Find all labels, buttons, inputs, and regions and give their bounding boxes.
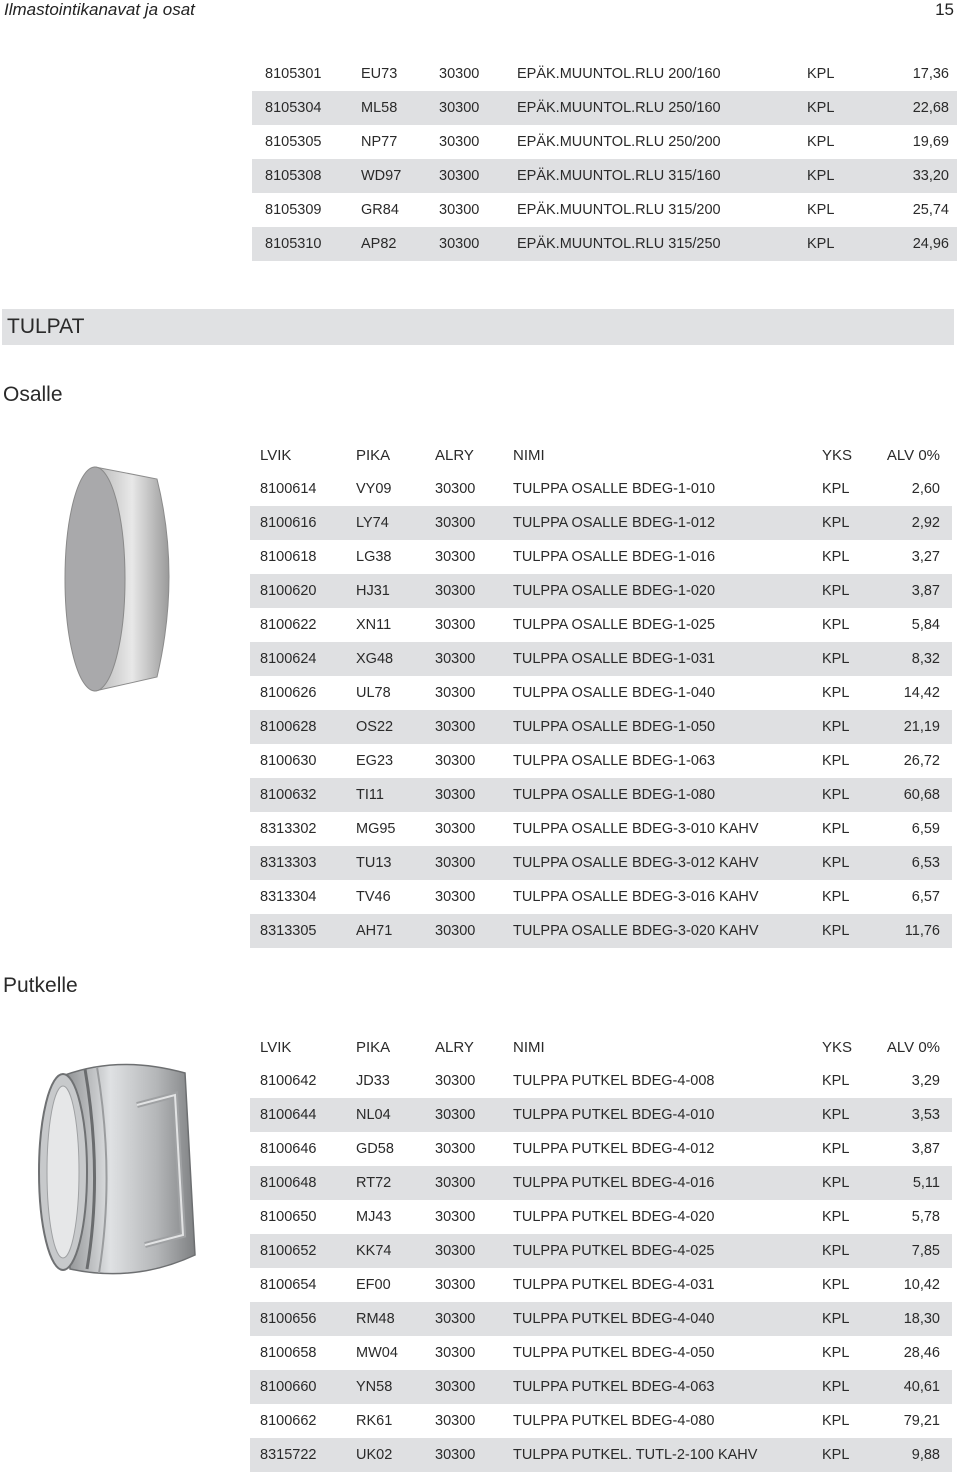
nimi-cell: TULPPA PUTKEL BDEG-4-050 (513, 1345, 715, 1361)
pika-cell: GR84 (361, 202, 399, 218)
table-row (252, 125, 957, 159)
lvik-cell: 8100652 (250, 1234, 356, 1268)
price-cell: 11,76 (882, 914, 952, 948)
alry-cell: 30300 (435, 1277, 476, 1293)
lvik-cell: 8313302 (260, 821, 317, 837)
nimi-cell: TULPPA OSALLE BDEG-1-010 (513, 481, 716, 497)
price-cell: 3,87 (911, 1141, 940, 1157)
lvik-cell: 8105310 (252, 227, 361, 261)
page-number: 15 (935, 0, 954, 19)
table-row (250, 1336, 952, 1370)
alry-cell: 30300 (435, 1234, 513, 1268)
price-cell: 8,32 (882, 642, 952, 676)
yks-cell: KPL (822, 1073, 850, 1089)
table-row (250, 880, 952, 914)
price-cell: 24,96 (877, 227, 957, 261)
table-row (250, 642, 952, 676)
table-row (250, 1132, 952, 1166)
table-header-row (250, 1030, 952, 1064)
yks-cell: KPL (822, 1438, 882, 1472)
alry-cell: 30300 (435, 778, 513, 812)
price-cell: 79,21 (903, 1413, 940, 1429)
price-cell: 3,53 (882, 1098, 952, 1132)
lvik-cell: 8315722 (250, 1438, 356, 1472)
lvik-cell: 8100654 (260, 1277, 317, 1293)
pika-cell: UL78 (356, 685, 391, 701)
table-row (250, 1268, 952, 1302)
alry-cell: 30300 (435, 481, 476, 497)
alry-cell: 30300 (439, 91, 517, 125)
yks-cell: KPL (822, 821, 850, 837)
alry-cell: 30300 (435, 685, 476, 701)
alry-cell: 30300 (435, 617, 476, 633)
nimi-cell: TULPPA PUTKEL BDEG-4-020 (513, 1209, 715, 1225)
lvik-cell: 8313303 (250, 846, 356, 880)
column-header: YKS (822, 1038, 853, 1056)
table-row (250, 1302, 952, 1336)
pika-cell: MW04 (356, 1345, 398, 1361)
pika-cell: OS22 (356, 710, 435, 744)
column-header: PIKA (356, 446, 391, 464)
yks-cell: KPL (822, 1209, 850, 1225)
yks-cell: KPL (822, 574, 882, 608)
adapter-price-table (252, 57, 957, 261)
price-cell: 3,27 (911, 549, 940, 565)
lvik-cell: 8105308 (252, 159, 361, 193)
lvik-cell: 8100644 (250, 1098, 356, 1132)
alry-cell: 30300 (435, 1302, 513, 1336)
nimi-cell: TULPPA OSALLE BDEG-1-031 (513, 642, 822, 676)
nimi-cell: TULPPA OSALLE BDEG-3-020 KAHV (513, 914, 822, 948)
table-row (250, 778, 952, 812)
lvik-cell: 8100646 (260, 1141, 317, 1157)
lvik-cell: 8100624 (250, 642, 356, 676)
alry-cell: 30300 (435, 1073, 476, 1089)
pika-cell: XN11 (356, 617, 392, 633)
pika-cell: RK61 (356, 1413, 393, 1429)
alry-cell: 30300 (435, 914, 513, 948)
pika-cell: LY74 (356, 506, 435, 540)
nimi-cell: EPÄK.MUUNTOL.RLU 250/200 (517, 134, 721, 150)
alry-cell: 30300 (435, 1345, 476, 1361)
pika-cell: AP82 (361, 227, 439, 261)
lvik-cell: 8100632 (250, 778, 356, 812)
pika-cell: XG48 (356, 642, 435, 676)
yks-cell: KPL (822, 710, 882, 744)
lvik-cell: 8100658 (260, 1345, 317, 1361)
alry-cell: 30300 (439, 202, 480, 218)
column-header: ALV 0% (886, 446, 940, 464)
table-row (250, 1166, 952, 1200)
alry-cell: 30300 (439, 66, 480, 82)
alry-cell: 30300 (435, 549, 476, 565)
pika-cell: WD97 (361, 159, 439, 193)
yks-cell: KPL (807, 91, 877, 125)
lvik-cell: 8105301 (265, 66, 322, 82)
price-cell: 28,46 (903, 1345, 940, 1361)
yks-cell: KPL (822, 549, 850, 565)
price-cell: 33,20 (877, 159, 957, 193)
table-row (250, 914, 952, 948)
price-cell: 10,42 (903, 1277, 940, 1293)
price-cell: 3,87 (882, 574, 952, 608)
pika-cell: EG23 (356, 753, 394, 769)
nimi-cell: TULPPA PUTKEL BDEG-4-016 (513, 1166, 822, 1200)
alry-cell: 30300 (435, 1166, 513, 1200)
yks-cell: KPL (822, 685, 850, 701)
pika-cell: VY09 (356, 481, 392, 497)
pika-cell: EF00 (356, 1277, 391, 1293)
price-cell: 7,85 (882, 1234, 952, 1268)
osalle-price-table (250, 438, 952, 948)
pika-cell: KK74 (356, 1234, 435, 1268)
lvik-cell: 8105304 (252, 91, 361, 125)
alry-cell: 30300 (435, 1413, 476, 1429)
lvik-cell: 8100618 (260, 549, 317, 565)
alry-cell: 30300 (435, 1141, 476, 1157)
nimi-cell: TULPPA OSALLE BDEG-3-010 KAHV (513, 821, 759, 837)
yks-cell: KPL (807, 159, 877, 193)
alry-cell: 30300 (435, 1438, 513, 1472)
lvik-cell: 8100620 (250, 574, 356, 608)
price-cell: 2,60 (911, 481, 940, 497)
alry-cell: 30300 (435, 710, 513, 744)
yks-cell: KPL (807, 227, 877, 261)
alry-cell: 30300 (435, 1098, 513, 1132)
pika-cell: MG95 (356, 821, 396, 837)
lvik-cell: 8100622 (260, 617, 317, 633)
putkelle-price-table-body (250, 1030, 952, 1472)
lvik-cell: 8313305 (250, 914, 356, 948)
yks-cell: KPL (822, 642, 882, 676)
lvik-cell: 8100626 (260, 685, 317, 701)
price-cell: 6,57 (911, 889, 940, 905)
table-row (250, 1404, 952, 1438)
pika-cell: LG38 (356, 549, 392, 565)
pika-cell: NL04 (356, 1098, 435, 1132)
yks-cell: KPL (822, 1302, 882, 1336)
table-row (250, 1064, 952, 1098)
yks-cell: KPL (822, 481, 850, 497)
lvik-cell: 8100660 (250, 1370, 356, 1404)
column-header: LVIK (260, 446, 292, 464)
nimi-cell: TULPPA PUTKEL BDEG-4-040 (513, 1302, 822, 1336)
alry-cell: 30300 (435, 506, 513, 540)
lvik-cell: 8100614 (260, 481, 317, 497)
nimi-cell: TULPPA OSALLE BDEG-1-016 (513, 549, 716, 565)
nimi-cell: TULPPA OSALLE BDEG-1-040 (513, 685, 716, 701)
price-cell: 2,92 (882, 506, 952, 540)
table-row (252, 91, 957, 125)
pika-cell: MJ43 (356, 1209, 392, 1225)
alry-cell: 30300 (435, 642, 513, 676)
pika-cell: RM48 (356, 1302, 435, 1336)
price-cell: 22,68 (877, 91, 957, 125)
yks-cell: KPL (822, 778, 882, 812)
column-header: ALRY (435, 1038, 474, 1056)
section-band (2, 309, 954, 345)
nimi-cell: TULPPA PUTKEL BDEG-4-010 (513, 1098, 822, 1132)
lvik-cell: 8105305 (265, 134, 322, 150)
pika-cell: TU13 (356, 846, 435, 880)
table-row (252, 227, 957, 261)
yks-cell: KPL (822, 1413, 850, 1429)
yks-cell: KPL (807, 66, 835, 82)
yks-cell: KPL (822, 753, 850, 769)
yks-cell: KPL (822, 617, 850, 633)
lvik-cell: 8100648 (250, 1166, 356, 1200)
alry-cell: 30300 (435, 821, 476, 837)
yks-cell: KPL (822, 1345, 850, 1361)
adapter-price-table-body (252, 57, 957, 261)
nimi-cell: EPÄK.MUUNTOL.RLU 200/160 (517, 66, 721, 82)
nimi-cell: TULPPA PUTKEL BDEG-4-080 (513, 1413, 715, 1429)
alry-cell: 30300 (439, 227, 517, 261)
yks-cell: KPL (822, 889, 850, 905)
price-cell: 3,29 (911, 1073, 940, 1089)
price-cell: 17,36 (912, 66, 949, 82)
nimi-cell: TULPPA OSALLE BDEG-1-080 (513, 778, 822, 812)
putkelle-title: Putkelle (3, 974, 78, 997)
table-row (250, 676, 952, 710)
putkelle-price-table (250, 1030, 952, 1472)
table-row (250, 710, 952, 744)
table-row (250, 1234, 952, 1268)
alry-cell: 30300 (435, 889, 476, 905)
price-cell: 5,11 (882, 1166, 952, 1200)
nimi-cell: TULPPA PUTKEL BDEG-4-031 (513, 1277, 715, 1293)
nimi-cell: EPÄK.MUUNTOL.RLU 315/200 (517, 202, 721, 218)
pika-cell: AH71 (356, 914, 435, 948)
yks-cell: KPL (822, 846, 882, 880)
lvik-cell: 8100630 (260, 753, 317, 769)
lvik-cell: 8100656 (250, 1302, 356, 1336)
page-title: Ilmastointikanavat ja osat (4, 0, 195, 19)
pika-cell: UK02 (356, 1438, 435, 1472)
price-cell: 19,69 (912, 134, 949, 150)
alry-cell: 30300 (435, 1209, 476, 1225)
pika-cell: TV46 (356, 889, 391, 905)
table-row (250, 812, 952, 846)
price-cell: 60,68 (882, 778, 952, 812)
nimi-cell: TULPPA OSALLE BDEG-1-063 (513, 753, 716, 769)
table-row (250, 1370, 952, 1404)
yks-cell: KPL (822, 1234, 882, 1268)
table-row (250, 574, 952, 608)
nimi-cell: EPÄK.MUUNTOL.RLU 250/160 (517, 91, 807, 125)
pika-cell: RT72 (356, 1166, 435, 1200)
pika-cell: NP77 (361, 134, 398, 150)
yks-cell: KPL (822, 1166, 882, 1200)
column-header: NIMI (513, 446, 545, 464)
price-cell: 5,84 (911, 617, 940, 633)
pika-cell: EU73 (361, 66, 398, 82)
yks-cell: KPL (822, 1141, 850, 1157)
yks-cell: KPL (822, 1098, 882, 1132)
pika-cell: YN58 (356, 1370, 435, 1404)
nimi-cell: EPÄK.MUUNTOL.RLU 315/250 (517, 227, 807, 261)
table-row (250, 846, 952, 880)
table-row (250, 608, 952, 642)
alry-cell: 30300 (439, 159, 517, 193)
pika-cell: ML58 (361, 91, 439, 125)
nimi-cell: TULPPA PUTKEL. TUTL-2-100 KAHV (513, 1438, 822, 1472)
price-cell: 18,30 (882, 1302, 952, 1336)
nimi-cell: TULPPA OSALLE BDEG-1-050 (513, 710, 822, 744)
alry-cell: 30300 (439, 134, 480, 150)
table-row (250, 1200, 952, 1234)
nimi-cell: TULPPA OSALLE BDEG-3-012 KAHV (513, 846, 822, 880)
column-header: LVIK (260, 1038, 292, 1056)
yks-cell: KPL (822, 1370, 882, 1404)
yks-cell: KPL (807, 202, 835, 218)
lvik-cell: 8313304 (260, 889, 317, 905)
lvik-cell: 8100650 (260, 1209, 317, 1225)
pika-cell: HJ31 (356, 574, 435, 608)
pika-cell: JD33 (356, 1073, 390, 1089)
lvik-cell: 8105309 (265, 202, 322, 218)
table-row (250, 540, 952, 574)
table-row (252, 57, 957, 91)
yks-cell: KPL (822, 1277, 850, 1293)
price-cell: 14,42 (903, 685, 940, 701)
column-header: ALRY (435, 446, 474, 464)
table-row (250, 472, 952, 506)
table-row (250, 1438, 952, 1472)
nimi-cell: EPÄK.MUUNTOL.RLU 315/160 (517, 159, 807, 193)
price-cell: 26,72 (903, 753, 940, 769)
column-header: YKS (822, 446, 853, 464)
table-row (252, 159, 957, 193)
end-cap-fitting-image (55, 455, 185, 705)
price-cell: 25,74 (912, 202, 949, 218)
column-header: NIMI (513, 1038, 545, 1056)
lvik-cell: 8100662 (260, 1413, 317, 1429)
section-title: TULPAT (7, 315, 85, 338)
table-row (252, 193, 957, 227)
lvik-cell: 8100642 (260, 1073, 317, 1089)
column-header: PIKA (356, 1038, 391, 1056)
price-cell: 9,88 (882, 1438, 952, 1472)
yks-cell: KPL (822, 914, 882, 948)
table-row (250, 744, 952, 778)
yks-cell: KPL (807, 134, 835, 150)
alry-cell: 30300 (435, 1370, 513, 1404)
nimi-cell: TULPPA PUTKEL BDEG-4-012 (513, 1141, 715, 1157)
yks-cell: KPL (822, 506, 882, 540)
pika-cell: TI11 (356, 778, 435, 812)
price-cell: 6,59 (911, 821, 940, 837)
lvik-cell: 8100616 (250, 506, 356, 540)
price-cell: 21,19 (882, 710, 952, 744)
alry-cell: 30300 (435, 846, 513, 880)
alry-cell: 30300 (435, 574, 513, 608)
pika-cell: GD58 (356, 1141, 394, 1157)
table-row (250, 1098, 952, 1132)
lvik-cell: 8100628 (250, 710, 356, 744)
nimi-cell: TULPPA OSALLE BDEG-1-012 (513, 506, 822, 540)
nimi-cell: TULPPA PUTKEL BDEG-4-025 (513, 1234, 822, 1268)
nimi-cell: TULPPA PUTKEL BDEG-4-063 (513, 1370, 822, 1404)
column-header: ALV 0% (886, 1038, 940, 1056)
osalle-title: Osalle (3, 383, 63, 406)
pipe-cap-fitting-image (25, 1055, 225, 1285)
nimi-cell: TULPPA PUTKEL BDEG-4-008 (513, 1073, 715, 1089)
nimi-cell: TULPPA OSALLE BDEG-1-025 (513, 617, 716, 633)
table-header-row (250, 438, 952, 472)
table-row (250, 506, 952, 540)
price-cell: 40,61 (882, 1370, 952, 1404)
osalle-price-table-body (250, 438, 952, 948)
price-cell: 6,53 (882, 846, 952, 880)
nimi-cell: TULPPA OSALLE BDEG-3-016 KAHV (513, 889, 759, 905)
nimi-cell: TULPPA OSALLE BDEG-1-020 (513, 574, 822, 608)
price-cell: 5,78 (911, 1209, 940, 1225)
alry-cell: 30300 (435, 753, 476, 769)
